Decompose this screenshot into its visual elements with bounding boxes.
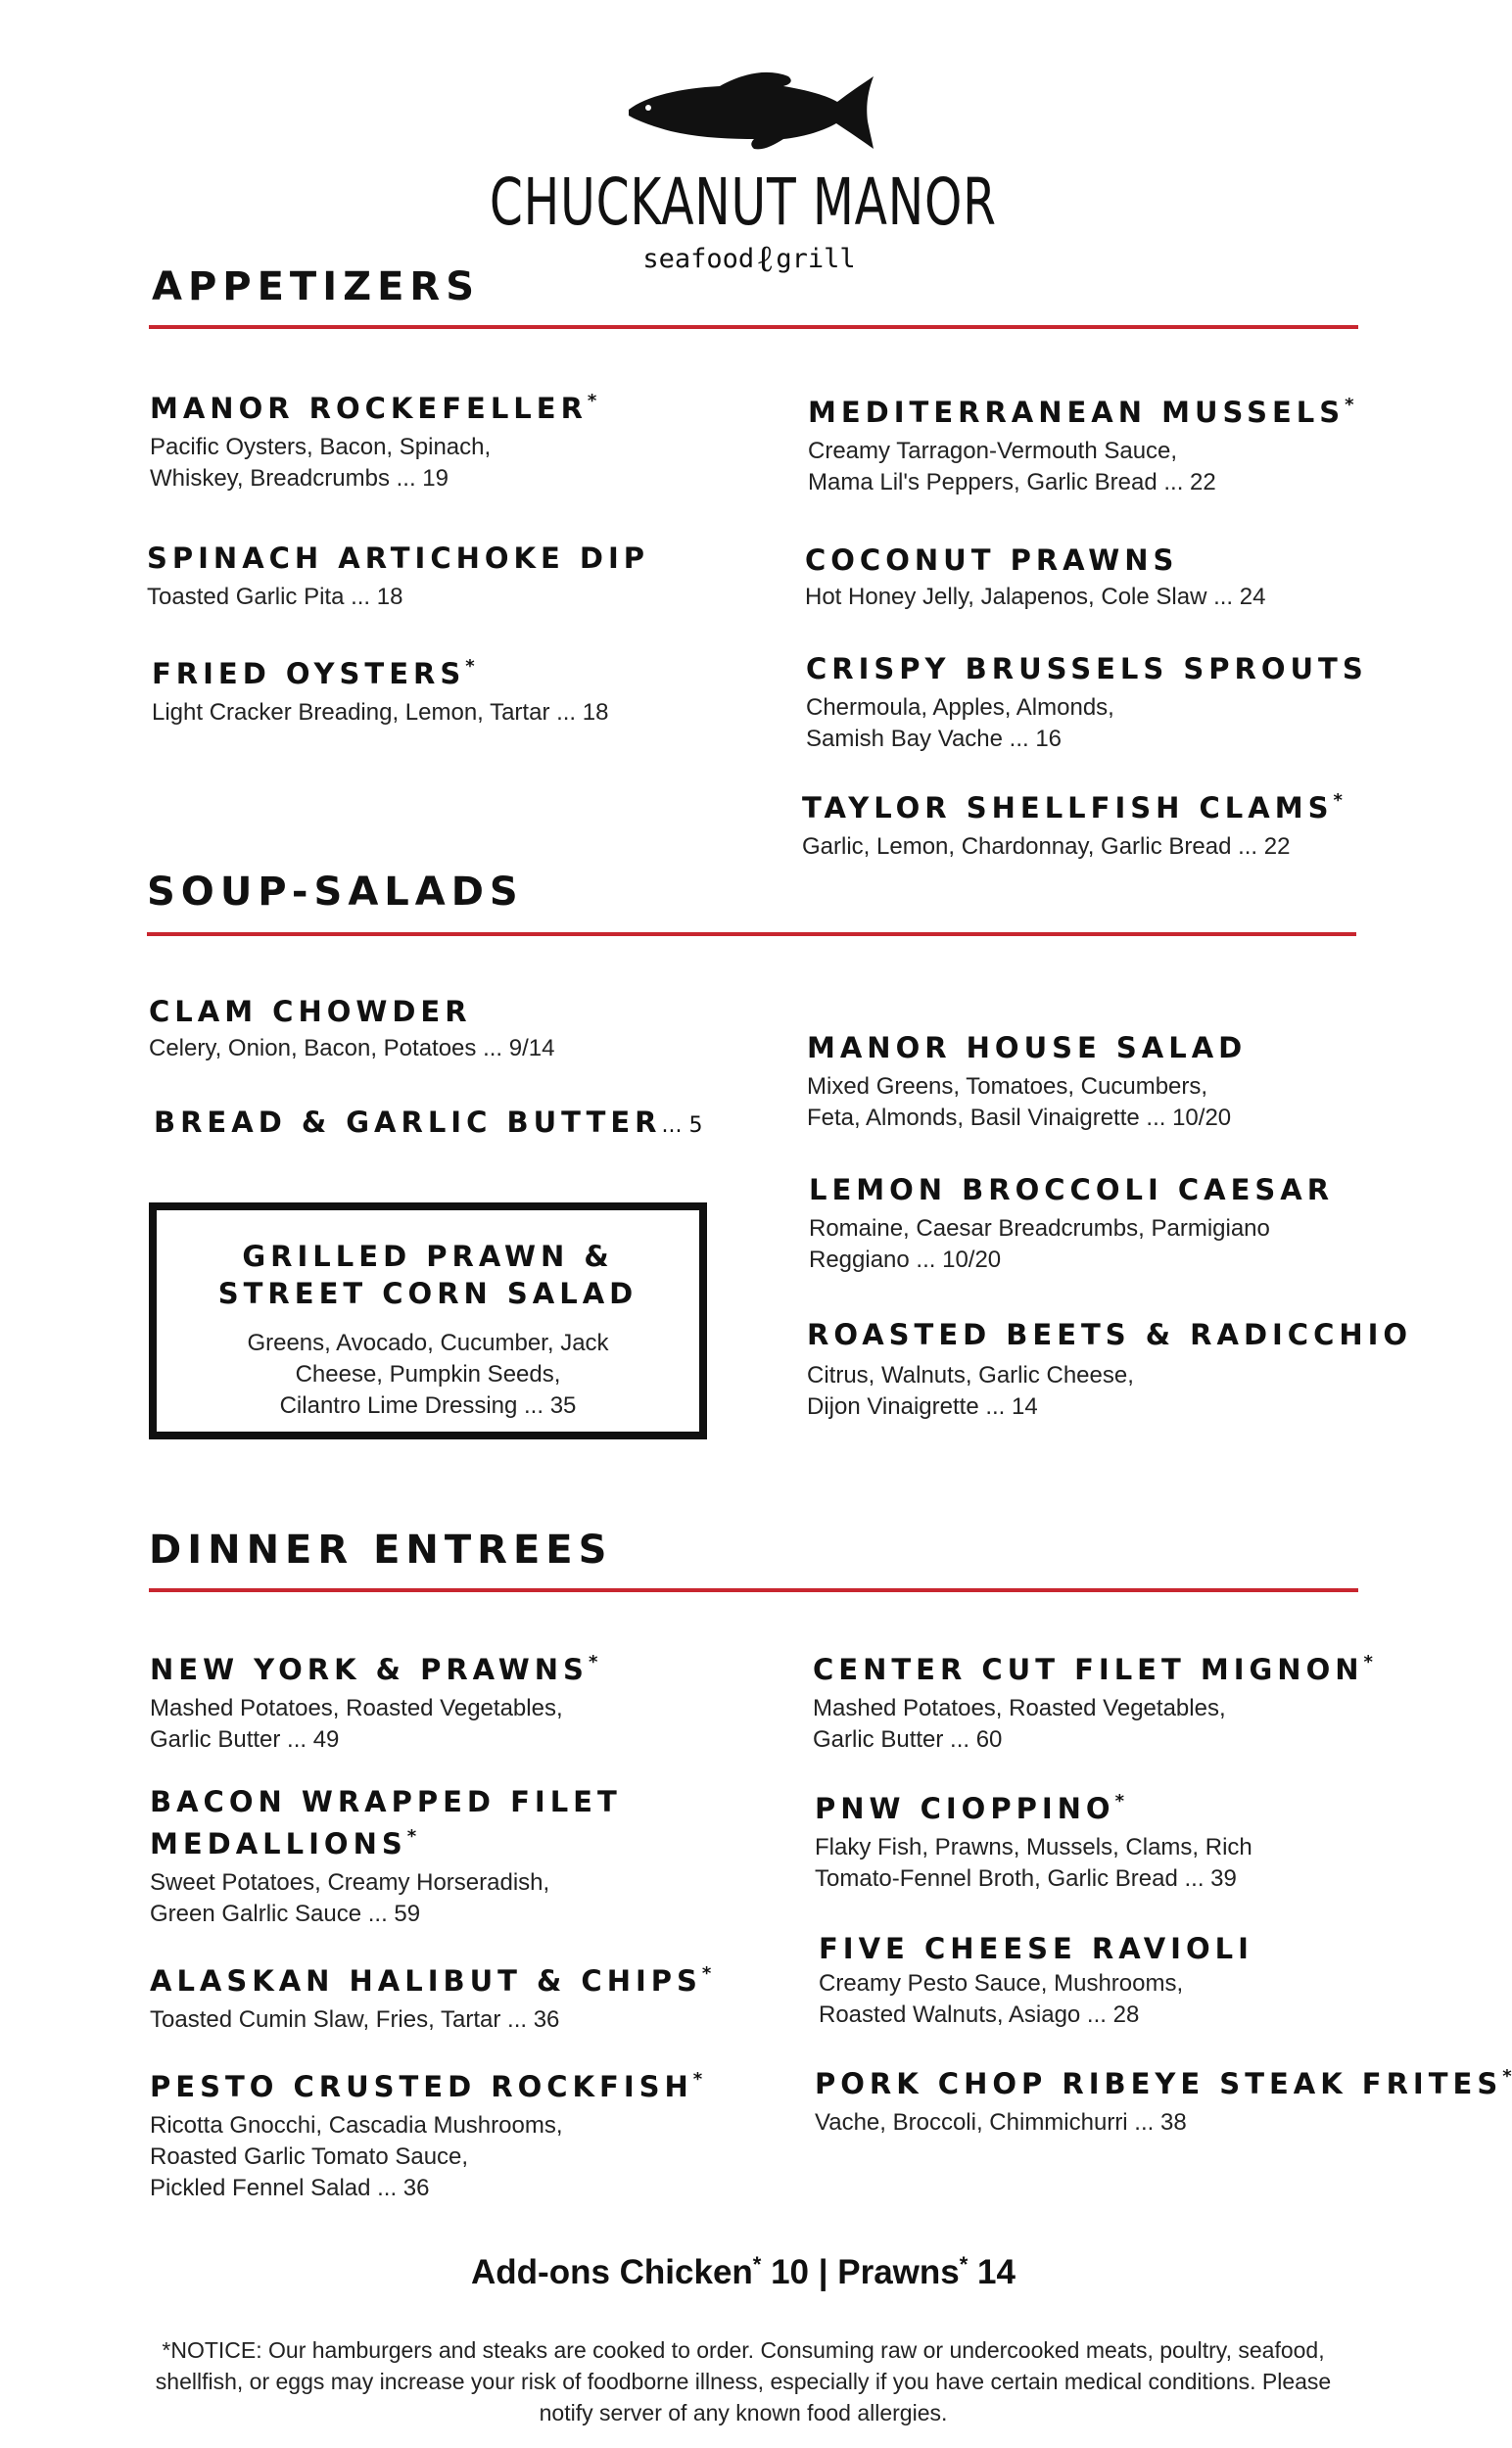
item-description: Hot Honey Jelly, Jalapenos, Cole Slaw ... 24 — [805, 584, 1266, 610]
item-name: BREAD & GARLIC BUTTER... 5 — [154, 1106, 703, 1139]
item-description: Sweet Potatoes, Creamy Horseradish, Green Galrlic Sauce ... 59 — [150, 1869, 550, 1927]
item-name: CLAM CHOWDER — [149, 995, 472, 1028]
item-description: Citrus, Walnuts, Garlic Cheese, Dijon Vinaigrette ... 14 — [807, 1362, 1134, 1420]
brand-name: CHUCKANUT MANOR — [489, 165, 997, 240]
item-description: Ricotta Gnocchi, Cascadia Mushrooms, Roasted Garlic Tomato Sauce, Pickled Fennel Salad ... 36 — [150, 2112, 563, 2201]
item-description: Pacific Oysters, Bacon, Spinach, Whiskey, Breadcrumbs ... 19 — [150, 434, 492, 492]
item-description: Mashed Potatoes, Roasted Vegetables, Garlic Butter ... 49 — [150, 1695, 563, 1753]
item-description: Creamy Tarragon-Vermouth Sauce, Mama Lil's Peppers, Garlic Bread ... 22 — [808, 438, 1216, 495]
section-title-soup-salads: SOUP-SALADS — [147, 870, 524, 915]
menu-item — [819, 1924, 1253, 2031]
section-divider — [149, 1588, 1358, 1592]
menu-item — [805, 536, 1265, 613]
item-description: Vache, Broccoli, Chimmichurri ... 38 — [815, 2109, 1187, 2136]
item-name: MEDITERRANEAN MUSSELS* — [808, 395, 1354, 429]
section-title-dinner-entrees: DINNER ENTREES — [149, 1528, 613, 1573]
item-description: Toasted Garlic Pita ... 18 — [147, 584, 403, 610]
menu-item — [807, 1310, 1412, 1423]
section-divider — [149, 325, 1358, 329]
menu-item — [150, 1784, 622, 1930]
item-name: CRISPY BRUSSELS SPROUTS — [806, 652, 1368, 685]
menu-item — [154, 1105, 702, 1144]
featured-item-description: Greens, Avocado, Cucumber, Jack Cheese, Pumpkin Seeds, Cilantro Lime Dressing ... 35 — [247, 1330, 609, 1419]
menu-item — [150, 384, 596, 494]
menu-item — [806, 644, 1368, 755]
item-description: Romaine, Caesar Breadcrumbs, Parmigiano Reggiano ... 10/20 — [809, 1215, 1270, 1273]
menu-item — [147, 534, 649, 613]
menu-item — [149, 987, 554, 1064]
tagline-mark: ℓ — [756, 237, 775, 280]
item-name: ROASTED BEETS & RADICCHIO — [807, 1318, 1413, 1351]
item-description: Garlic, Lemon, Chardonnay, Garlic Bread ... 22 — [802, 833, 1291, 860]
item-name: COCONUT PRAWNS — [805, 543, 1179, 577]
addons-line: Add-ons Chicken* 10 | Prawns* 14 — [471, 2252, 1016, 2291]
menu-item — [815, 2059, 1512, 2139]
fish-logo-icon — [627, 67, 876, 155]
section-title-appetizers: APPETIZERS — [152, 264, 481, 309]
tagline-right: grill — [776, 244, 856, 274]
item-name: MANOR HOUSE SALAD — [807, 1031, 1248, 1064]
item-description: Chermoula, Apples, Almonds, Samish Bay Vache ... 16 — [806, 694, 1114, 752]
menu-item — [815, 1784, 1252, 1895]
menu-item — [813, 1645, 1373, 1756]
item-name: FIVE CHEESE RAVIOLI — [819, 1932, 1253, 1965]
menu-item — [808, 388, 1354, 498]
tagline — [617, 237, 881, 281]
item-name: MANOR ROCKEFELLER* — [150, 391, 597, 425]
menu-item — [150, 1645, 597, 1756]
item-description: Mixed Greens, Tomatoes, Cucumbers, Feta, Almonds, Basil Vinaigrette ... 10/20 — [807, 1073, 1232, 1131]
menu-item — [807, 1023, 1247, 1134]
item-name-line-2: MEDALLIONS* — [150, 1826, 417, 1860]
item-name: PNW CIOPPINO* — [815, 1791, 1124, 1825]
menu-item — [150, 2062, 702, 2204]
item-name: PESTO CRUSTED ROCKFISH* — [150, 2069, 703, 2103]
item-name: LEMON BROCCOLI CAESAR — [809, 1173, 1335, 1206]
menu-item — [152, 649, 608, 729]
item-name: TAYLOR SHELLFISH CLAMS* — [802, 790, 1343, 824]
menu-item — [802, 783, 1343, 863]
item-description: Celery, Onion, Bacon, Potatoes ... 9/14 — [149, 1035, 555, 1061]
allergy-notice: *NOTICE: Our hamburgers and steaks are cooked to order. Consuming raw or undercooked meats, poultry, seafood, shellfish, or eggs may increase your risk of foodborne illness, especially if you have certain medical conditions. Please notify server of any known food allergies. — [155, 2337, 1332, 2425]
item-name: FRIED OYSTERS* — [152, 656, 475, 690]
menu-item — [150, 1956, 711, 2036]
section-divider — [147, 932, 1356, 936]
item-name: BACON WRAPPED FILET — [150, 1785, 622, 1818]
featured-item-name: GRILLED PRAWN & STREET CORN SALAD — [217, 1240, 638, 1310]
item-description: Flaky Fish, Prawns, Mussels, Clams, Rich Tomato-Fennel Broth, Garlic Bread ... 39 — [815, 1834, 1252, 1892]
item-description: Light Cracker Breading, Lemon, Tartar ... 18 — [152, 699, 609, 726]
item-name: SPINACH ARTICHOKE DIP — [147, 541, 650, 575]
item-description: Toasted Cumin Slaw, Fries, Tartar ... 36 — [150, 2006, 560, 2033]
item-name: ALASKAN HALIBUT & CHIPS* — [150, 1963, 712, 1998]
item-description: Creamy Pesto Sauce, Mushrooms, Roasted Walnuts, Asiago ... 28 — [819, 1970, 1184, 2028]
item-name: NEW YORK & PRAWNS* — [150, 1652, 598, 1686]
tagline-left: seafood — [642, 244, 755, 274]
menu-item — [809, 1165, 1334, 1276]
item-name: CENTER CUT FILET MIGNON* — [813, 1652, 1373, 1686]
item-name: PORK CHOP RIBEYE STEAK FRITES* — [815, 2066, 1512, 2100]
item-description: Mashed Potatoes, Roasted Vegetables, Garlic Butter ... 60 — [813, 1695, 1226, 1753]
